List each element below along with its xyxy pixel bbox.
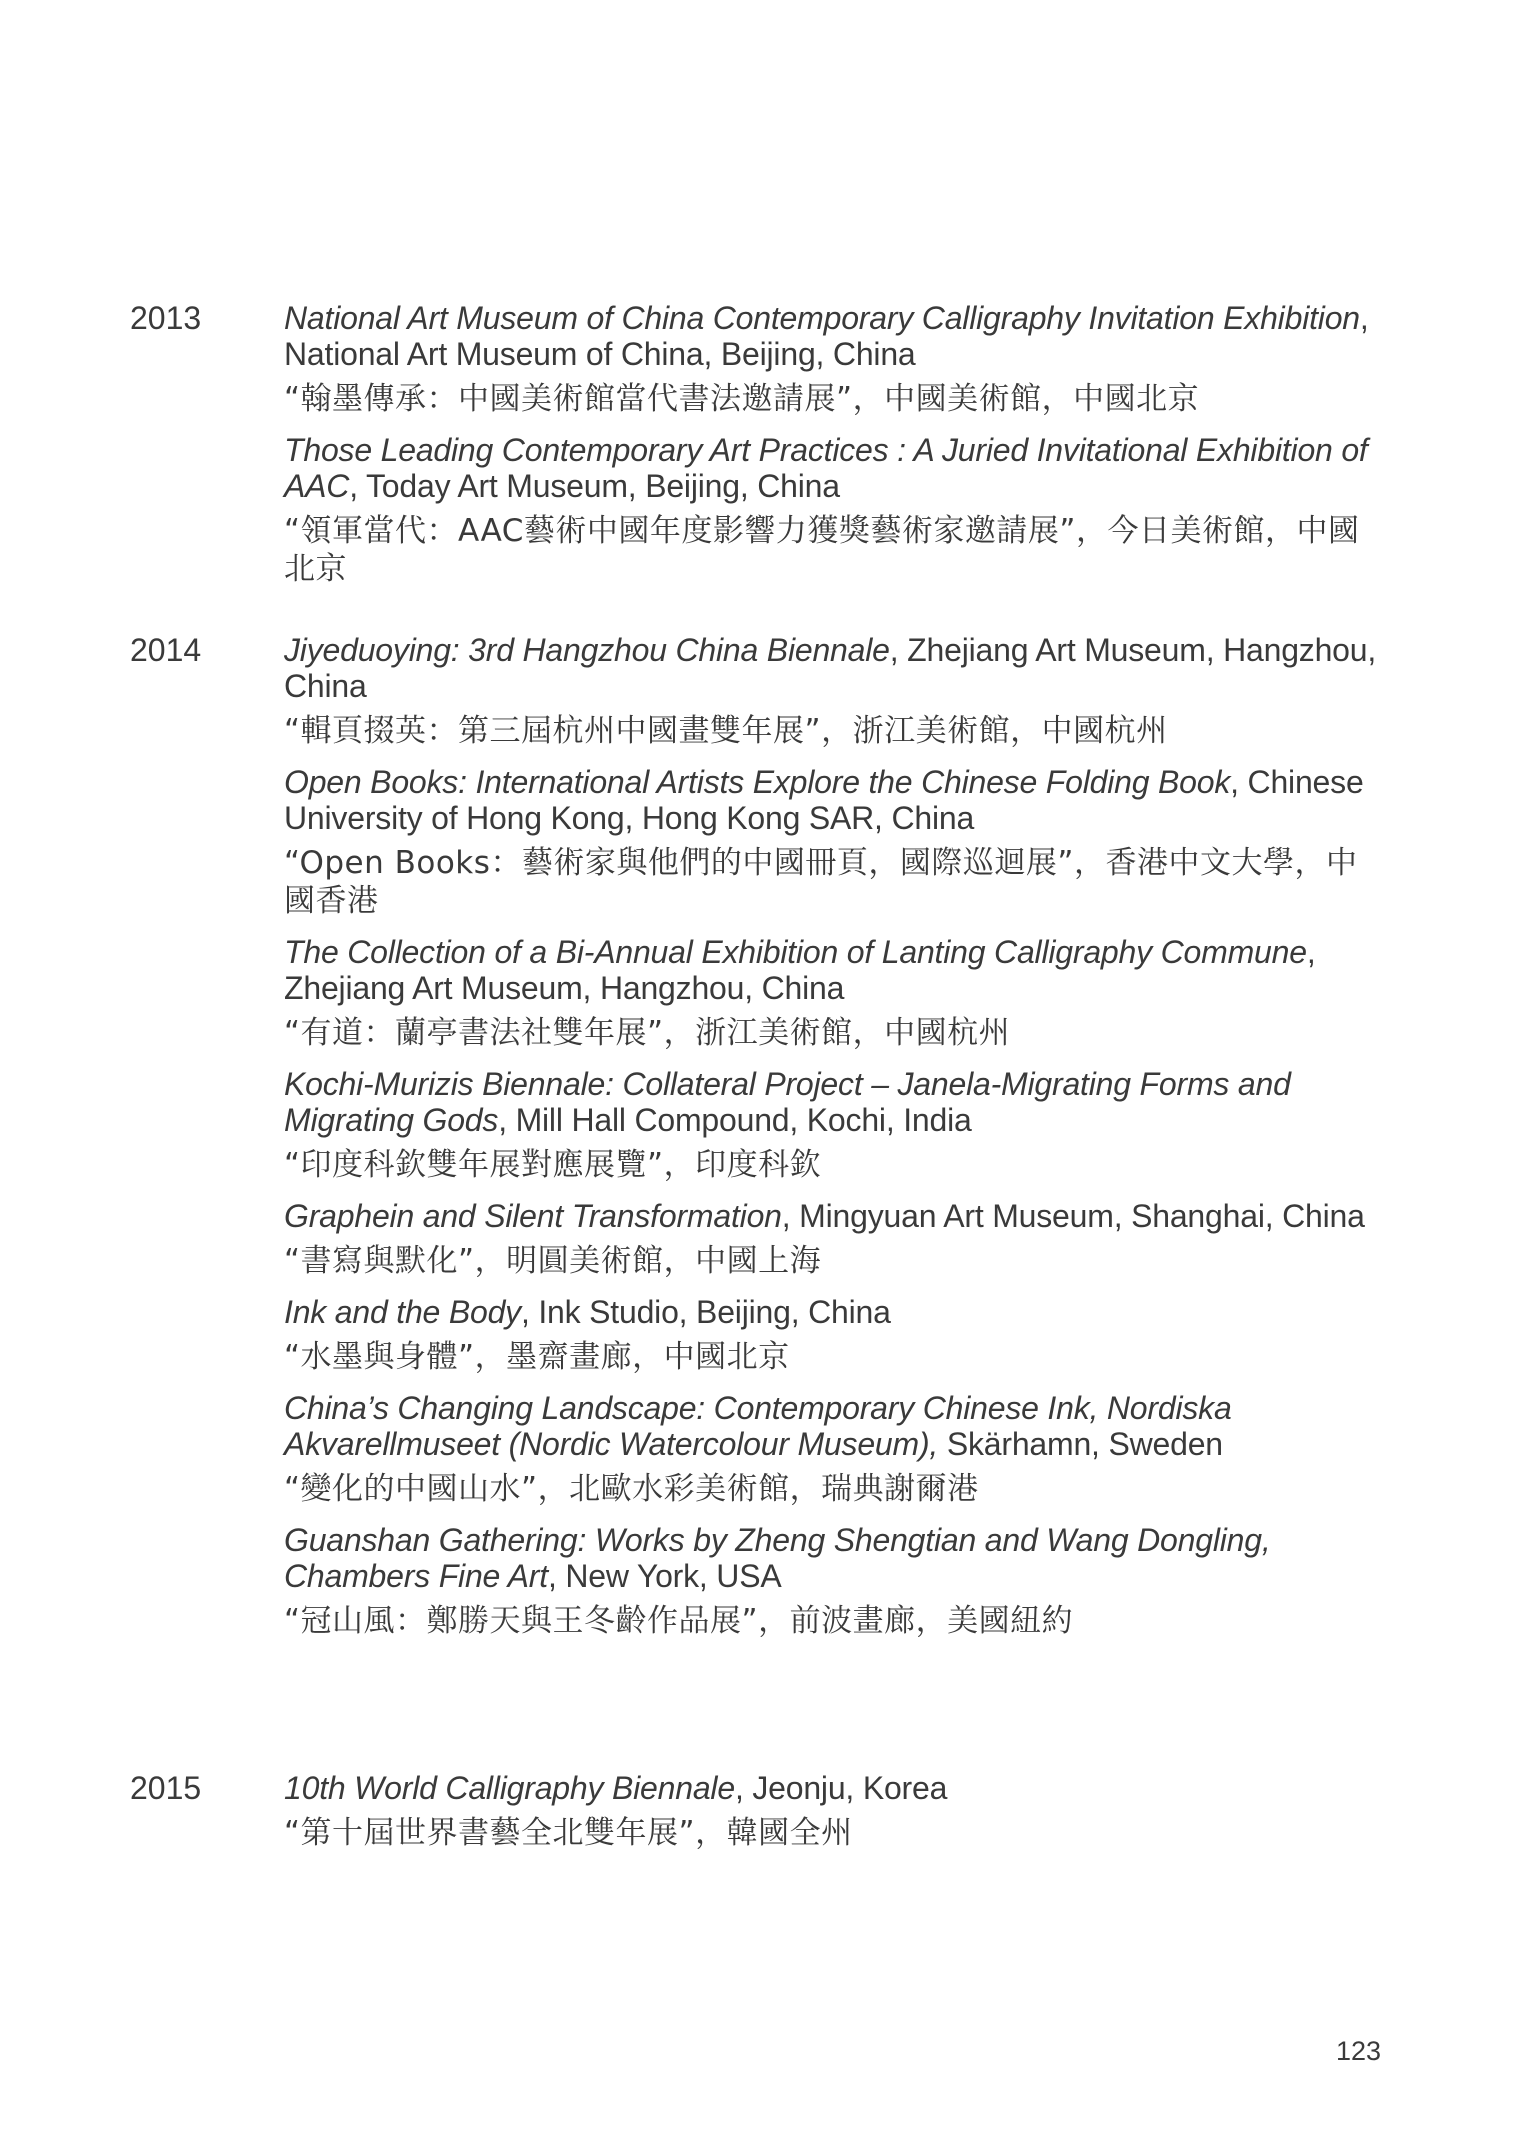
year-label: 2014 [130, 632, 202, 668]
exhibition-entry [284, 1198, 1384, 1280]
exhibition-chinese: “印度科欽雙年展對應展覽”，印度科欽 [284, 1147, 822, 1183]
year-label: 2013 [130, 300, 202, 336]
exhibition-english [284, 1522, 1384, 1594]
exhibition-entry [284, 1522, 1384, 1640]
exhibition-english [284, 1294, 1384, 1330]
exhibition-title: Guanshan Gathering: Works by Zheng Shengtian and Wang Dongling, Chambers Fine Art [284, 1522, 1271, 1594]
exhibition-venue: , New York, USA [547, 1558, 782, 1594]
exhibition-entry [284, 1294, 1384, 1376]
exhibition-venue: , Mill Hall Compound, Kochi, India [498, 1102, 972, 1138]
exhibition-title: Kochi-Murizis Biennale: Collateral Project – Janela-Migrating Forms and Migrating Gods [284, 1066, 1291, 1138]
exhibition-entry [284, 1066, 1384, 1184]
exhibition-entry [284, 934, 1384, 1052]
exhibition-entry [284, 764, 1384, 920]
exhibition-entry [284, 432, 1384, 588]
exhibition-english [284, 1198, 1384, 1234]
exhibition-list [284, 1770, 1384, 1866]
exhibition-venue: , National Art Museum of China, Beijing, China [284, 300, 1369, 372]
exhibition-venue: , Today Art Museum, Beijing, China [349, 468, 840, 504]
exhibition-chinese: “輯頁掇英：第三屆杭州中國畫雙年展”，浙江美術館，中國杭州 [284, 713, 1168, 749]
exhibition-chinese: “翰墨傳承：中國美術館當代書法邀請展”，中國美術館，中國北京 [284, 381, 1200, 417]
page-number: 123 [1335, 2036, 1381, 2066]
exhibition-chinese: “有道：蘭亭書法社雙年展”，浙江美術館，中國杭州 [284, 1015, 1011, 1051]
exhibition-title: 10th World Calligraphy Biennale [284, 1770, 735, 1806]
exhibition-chinese: “水墨與身體”，墨齋畫廊，中國北京 [284, 1339, 790, 1375]
exhibition-english [284, 632, 1384, 704]
exhibition-venue: , Ink Studio, Beijing, China [520, 1294, 891, 1330]
exhibition-english [284, 432, 1384, 504]
exhibition-english [284, 300, 1384, 372]
exhibition-chinese: “書寫與默化”，明圓美術館，中國上海 [284, 1243, 822, 1279]
exhibition-english [284, 764, 1384, 836]
exhibition-venue: , Zhejiang Art Museum, Hangzhou, China [284, 934, 1316, 1006]
exhibition-title: The Collection of a Bi-Annual Exhibition of Lanting Calligraphy Commune [284, 934, 1307, 970]
exhibition-list [284, 632, 1384, 1654]
exhibition-english [284, 934, 1384, 1006]
exhibition-chinese: “Open Books：藝術家與他們的中國冊頁，國際巡迴展”，香港中文大學，中國香港 [284, 845, 1358, 919]
exhibition-title: Graphein and Silent Transformation [284, 1198, 782, 1234]
exhibition-entry [284, 632, 1384, 750]
exhibition-venue: , Chinese University of Hong Kong, Hong Kong SAR, China [284, 764, 1364, 836]
exhibition-english [284, 1770, 1384, 1806]
exhibition-list [284, 300, 1384, 602]
exhibition-chinese: “第十屆世界書藝全北雙年展”，韓國全州 [284, 1815, 853, 1851]
exhibition-english [284, 1066, 1384, 1138]
exhibition-title: Those Leading Contemporary Art Practices : A Juried Invitational Exhibition of AAC [284, 432, 1368, 504]
exhibition-chinese: “變化的中國山水”，北歐水彩美術館，瑞典謝爾港 [284, 1471, 979, 1507]
exhibition-venue: , Jeonju, Korea [734, 1770, 948, 1806]
exhibition-entry [284, 1390, 1384, 1508]
exhibition-chinese: “領軍當代：AAC藝術中國年度影響力獲獎藝術家邀請展”，今日美術館，中國北京 [284, 513, 1360, 587]
exhibition-title: Ink and the Body [284, 1294, 521, 1330]
exhibition-title: Open Books: International Artists Explore the Chinese Folding Book [284, 764, 1231, 800]
exhibition-venue: Skärhamn, Sweden [938, 1426, 1223, 1462]
exhibition-venue: , Mingyuan Art Museum, Shanghai, China [781, 1198, 1365, 1234]
exhibition-title: National Art Museum of China Contemporary Calligraphy Invitation Exhibition [284, 300, 1360, 336]
year-label: 2015 [130, 1770, 202, 1806]
exhibition-title: Jiyeduoying: 3rd Hangzhou China Biennale [284, 632, 890, 668]
exhibition-title: China’s Changing Landscape: Contemporary Chinese Ink, Nordiska Akvarellmuseet (Nordic Watercolour Museum), [284, 1390, 1232, 1462]
exhibition-chinese: “冠山風：鄭勝天與王冬齡作品展”，前波畫廊，美國紐約 [284, 1603, 1074, 1639]
exhibition-venue: , Zhejiang Art Museum, Hangzhou, China [284, 632, 1377, 704]
exhibition-entry [284, 1770, 1384, 1852]
exhibition-english [284, 1390, 1384, 1462]
exhibition-entry [284, 300, 1384, 418]
